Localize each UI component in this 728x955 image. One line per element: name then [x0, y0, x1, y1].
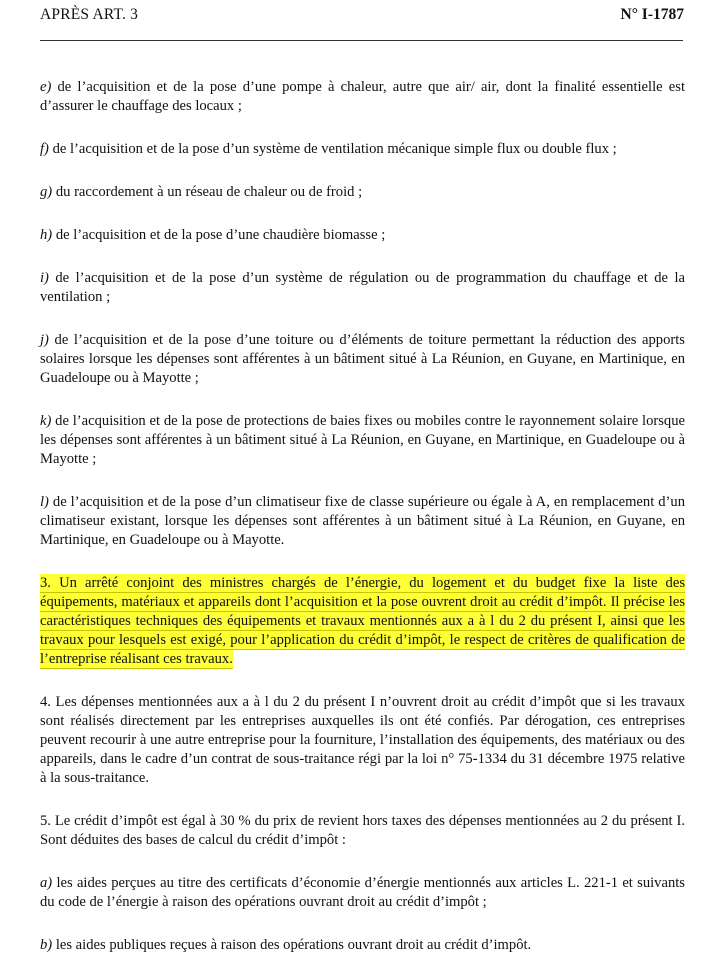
item-l: [40, 493, 685, 550]
paragraph-3-highlighted: [40, 574, 685, 669]
item-text: de l’acquisition et de la pose d’une chaudière biomasse ;: [52, 227, 386, 243]
item-text: de l’acquisition et de la pose de protections de baies fixes ou mobiles contre le rayonnement solaire lorsque les dépenses sont afférentes à un bâtiment situé à La Réunion, en Guyane, en Martinique, en Guadeloupe ou à Mayotte ;: [40, 413, 685, 467]
item-letter: g): [40, 184, 53, 200]
item-letter: k): [40, 413, 52, 429]
item-text: du raccordement à un réseau de chaleur ou de froid ;: [52, 184, 363, 200]
page-header: [40, 4, 684, 28]
item-f: [40, 140, 685, 159]
header-divider: [40, 40, 683, 41]
paragraph-4: 4. Les dépenses mentionnées aux a à l du 2 du présent I n’ouvrent droit au crédit d’impôt que si les travaux sont réalisés directement par les entreprises auxquelles ils ont été confiés. Par dérogation, ces entreprises peuvent recourir à une autre entreprise pour la fourniture, l’installation des équipements, des matériaux ou des appareils, dans le cadre d’un contrat de sous-traitance régi par la loi n° 75-1334 du 31 décembre 1975 relative à la sous-traitance.: [40, 694, 685, 786]
item-letter: h): [40, 227, 53, 243]
sub-item-b: [40, 936, 685, 955]
document-body: [40, 78, 685, 955]
item-letter: a): [40, 875, 53, 891]
item-k: [40, 412, 685, 469]
item-text: de l’acquisition et de la pose d’une toiture ou d’éléments de toiture permettant la réduction des apports solaires lorsque les dépenses sont afférentes à un bâtiment situé à La Réunion, en Guyane, en Martinique, en Guadeloupe ou à Mayotte ;: [40, 332, 685, 386]
item-text: de l’acquisition et de la pose d’un système de régulation ou de programmation du chauffage et de la ventilation ;: [40, 270, 685, 305]
item-g: [40, 183, 685, 202]
header-amendment-number: N° I-1787: [620, 6, 684, 23]
item-text: les aides perçues au titre des certificats d’économie d’énergie mentionnés aux articles L. 221-1 et suivants du code de l’énergie à raison des opérations ouvrant droit au crédit d’impôt ;: [40, 875, 685, 910]
item-j: [40, 331, 685, 388]
item-text: les aides publiques reçues à raison des opérations ouvrant droit au crédit d’impôt.: [52, 937, 532, 953]
item-text: de l’acquisition et de la pose d’un système de ventilation mécanique simple flux ou double flux ;: [48, 141, 617, 157]
highlight-text: 3. Un arrêté conjoint des ministres chargés de l’énergie, du logement et du budget fixe la liste des équipements, matériaux et appareils dont l’acquisition et la pose ouvrent droit au crédit d’impôt. Il précise les caractéristiques techniques des équipements et travaux mentionnés aux a à l du 2 du présent I, ainsi que les travaux pour lesquels est exigé, pour l’application du crédit d’impôt, le respect de critères de qualification de l’entreprise réalisant ces travaux.: [40, 575, 685, 667]
item-i: [40, 269, 685, 307]
item-letter: e): [40, 79, 52, 95]
item-letter: i): [40, 270, 49, 286]
item-e: [40, 78, 685, 116]
paragraph-5: 5. Le crédit d’impôt est égal à 30 % du prix de revient hors taxes des dépenses mentionnées au 2 du présent I. Sont déduites des bases de calcul du crédit d’impôt :: [40, 813, 685, 848]
item-letter: b): [40, 937, 53, 953]
item-letter: j): [40, 332, 49, 348]
sub-item-a: [40, 874, 685, 912]
header-article-ref: APRÈS ART. 3: [40, 6, 139, 23]
item-letter: l): [40, 494, 49, 510]
item-h: [40, 226, 685, 245]
item-text: de l’acquisition et de la pose d’un climatiseur fixe de classe supérieure ou égale à A, en remplacement d’un climatiseur existant, lorsque les dépenses sont afférentes à un bâtiment situé à La Réunion, en Guyane, en Martinique, en Guadeloupe ou à Mayotte.: [40, 494, 685, 548]
item-letter: f): [40, 141, 49, 157]
item-text: de l’acquisition et de la pose d’une pompe à chaleur, autre que air/ air, dont la finalité essentielle est d’assurer le chauffage des locaux ;: [40, 79, 685, 114]
